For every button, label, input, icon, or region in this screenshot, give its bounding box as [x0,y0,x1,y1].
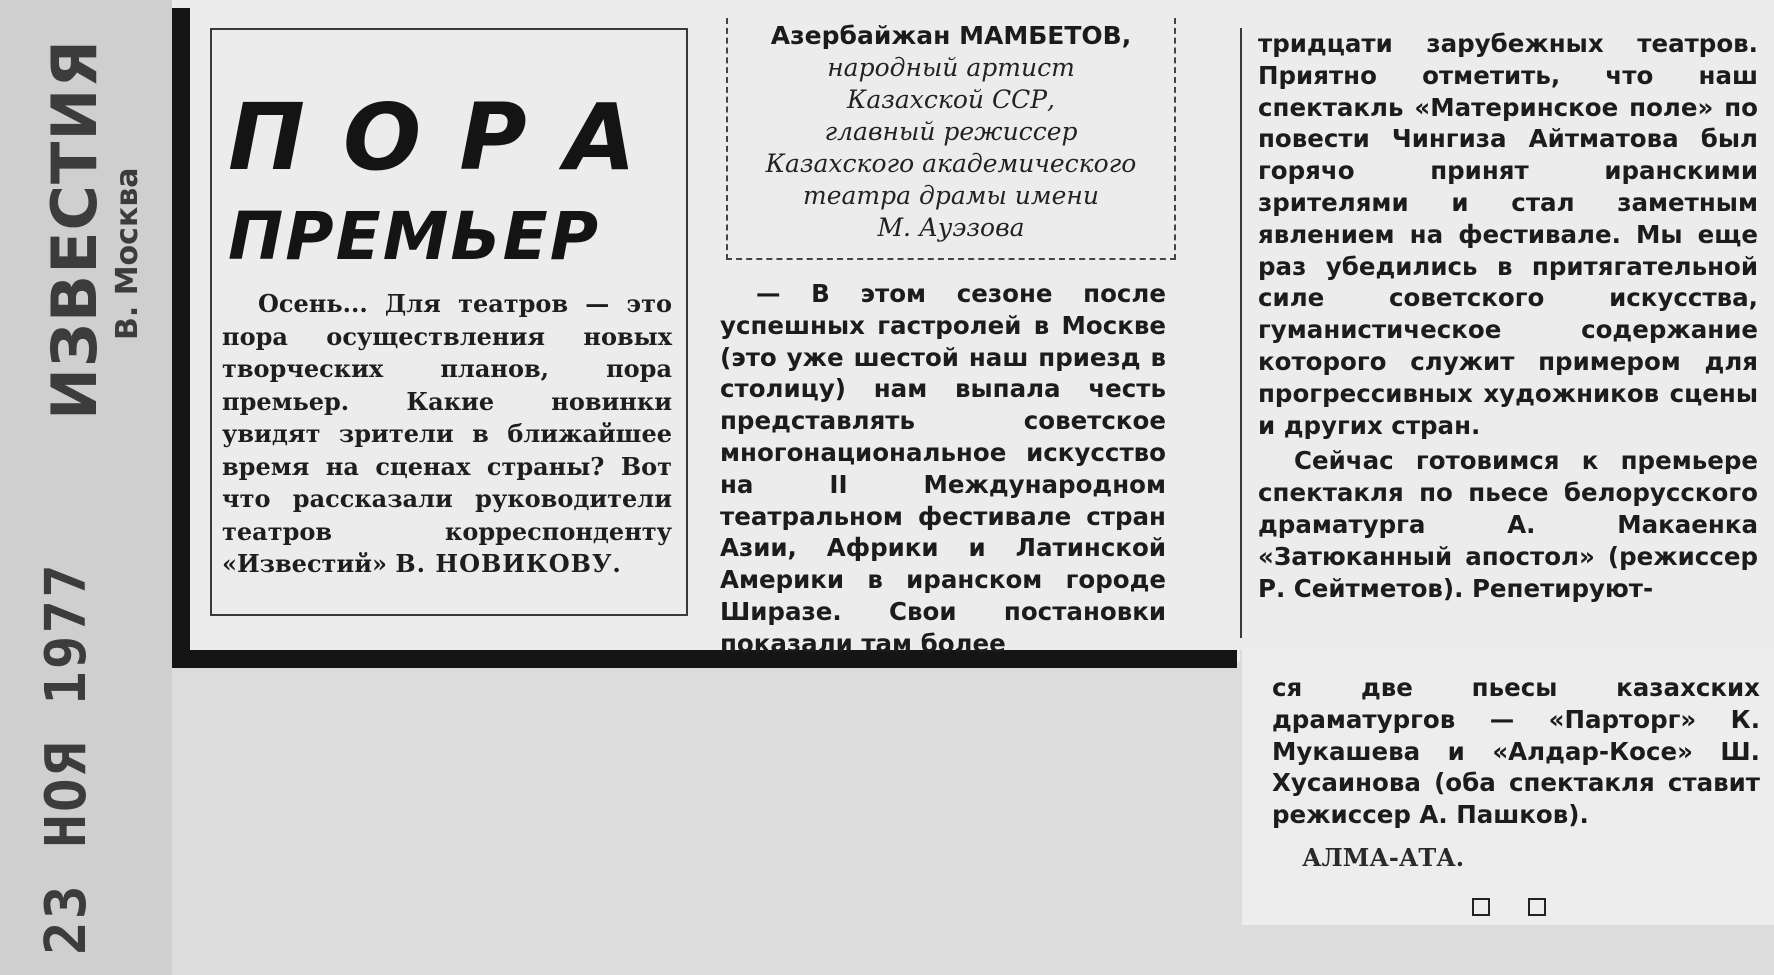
author-name: Азербайжан МАМБЕТОВ, [770,21,1132,50]
author-role-line: М. Ауэзова [877,213,1025,242]
date-stamp: 23 НОЯ 1977 [34,562,99,955]
city-stamp: В. Москва [110,167,145,340]
newspaper-clipping [172,0,1774,975]
lead-paragraph [222,288,672,581]
headline-line-1: ПОРА [228,84,674,191]
headline-box [210,28,688,616]
author-byline [726,18,1176,260]
dateline-city: АЛМА-АТА. [1302,843,1465,872]
article-paragraph-2: Сейчас готовимся к премьере спектакля по пьесе белорусского драматурга А. Макаенка «Затюканный апостол» (режиссер Р. Сейтметов). Репетируют- [1258,446,1758,603]
article-paragraph-1: тридцати зарубежных театров. Приятно отметить, что наш спектакль «Материнское поле» по повести Чингиза Айтматова был горячо принят иранскими зрителями и стал заметным явлением на фестивале. Мы еще раз убедились в притягательной силе советского искусства, гуманистическое содержание которого служит примером для прогрессивных художников сцены и других стран. [1258,29,1758,440]
newspaper-stamp: ИЗВЕСТИЯ [38,39,111,420]
article-column-tail: ся две пьесы казахских драматургов — «Парторг» К. Мукашева и «Алдар-Косе» Ш. Хусаинова (оба спектакля ставит режиссер А. Пашков). [1272,673,1760,830]
author-role-line: народный артист [827,53,1075,82]
archive-strip [0,0,172,975]
author-role-line: театра драмы имени [803,181,1099,210]
end-ornament [1472,898,1490,916]
column-divider [1240,28,1242,638]
end-ornament [1528,898,1546,916]
lead-correspondent: В. НОВИКОВУ. [395,549,622,578]
author-role-line: главный режиссер [824,117,1078,146]
article-column-right [1258,28,1758,604]
border-rule-vertical [172,8,190,666]
headline-line-2: ПРЕМЬЕР [228,198,601,275]
lead-text: Осень... Для театров — это пора осуществления новых творческих планов, пора премьер. Какие новинки увидят зрители в ближайшее время на сценах страны? Вот что рассказали руководители театров корреспонденту «Известий» [222,289,672,578]
author-role-line: Казахского академического [765,149,1137,178]
article-column-middle: — В этом сезоне после успешных гастролей в Москве (это уже шестой наш приезд в столицу) нам выпала честь представлять советское многонациональное искусство на II Международном театральном фестивале стран Азии, Африки и Латинской Америки в иранском городе Ширазе. Свои постановки показали там более [720,279,1166,658]
author-role-line: Казахской ССР, [847,85,1055,114]
